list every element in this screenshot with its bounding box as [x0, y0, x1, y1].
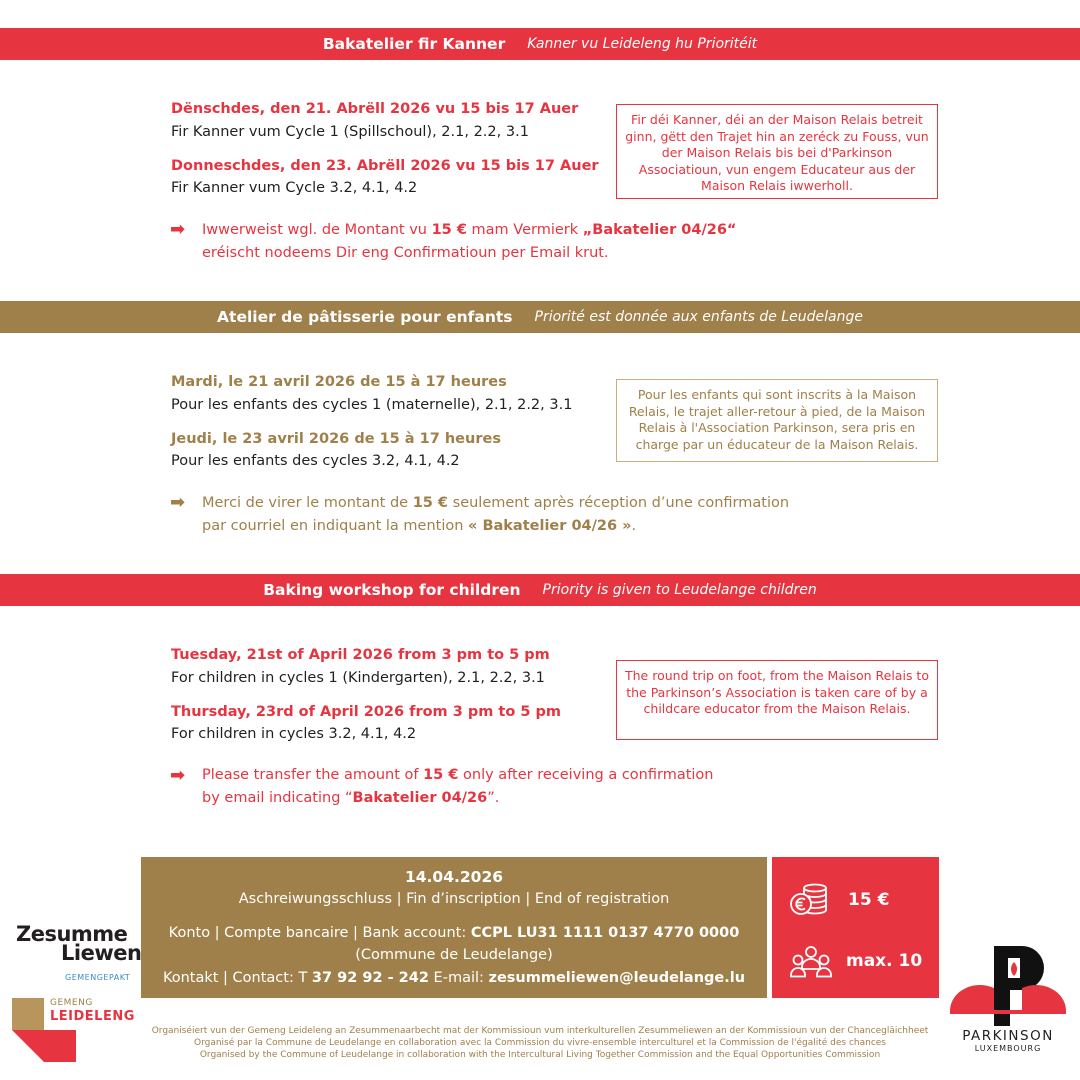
parkinson-luxembourg-logo: PARKINSON LUXEMBOURG	[946, 944, 1070, 1056]
date-first: Tuesday, 21st of April 2026 from 3 pm to 5 pm	[171, 647, 550, 663]
bank-account: Konto | Compte bancaire | Bank account: CCPL LU31 1111 0137 4770 0000	[168, 925, 740, 941]
gemeng-leideleng-logo: GEMENG LEIDELENG	[12, 998, 142, 1062]
payment-instructions: Please transfer the amount of 15 € only after receiving a confirmation by email indicating “Bakatelier 04/26”.	[202, 767, 714, 806]
capacity-value: max. 10	[846, 951, 923, 971]
account-holder: (Commune de Leudelange)	[355, 947, 553, 963]
arrow-right-icon: ➡	[170, 219, 186, 240]
cycles-first: Pour les enfants des cycles 1 (maternelle), 2.1, 2.2, 3.1	[171, 397, 573, 413]
cycles-first: Fir Kanner vum Cycle 1 (Spillschoul), 2.1, 2.2, 3.1	[171, 124, 529, 140]
date-second: Jeudi, le 23 avril 2026 de 15 à 17 heures	[171, 431, 501, 447]
price-row	[790, 882, 889, 918]
maison-relais-note: Fir déi Kanner, déi an der Maison Relais betreit ginn, gëtt den Trajet hin an zeréck zu Fouss, vun der Maison Relais bis bei d'Parkinson Associatioun, vun engem Educateur aus der Maison Relais iwwerholl.	[616, 104, 938, 199]
section-banner-lb	[0, 28, 1080, 60]
arrow-right-icon: ➡	[170, 492, 186, 513]
maison-relais-note: The round trip on foot, from the Maison Relais to the Parkinson’s Association is taken care of by a childcare educator from the Maison Relais.	[616, 660, 938, 740]
payment-instructions: Merci de virer le montant de 15 € seulement après réception d’une confirmation par courriel en indiquant la mention « Bakatelier 04/26 ».	[202, 495, 790, 534]
maison-relais-note: Pour les enfants qui sont inscrits à la Maison Relais, le trajet aller-retour à pied, de la Maison Relais à l'Association Parkinson, sera pris en charge par un éducateur de la Maison Relais.	[616, 379, 938, 462]
registration-info-box	[141, 857, 767, 998]
price-amount: 15 €	[848, 890, 890, 910]
group-icon	[790, 943, 832, 979]
section-subtitle: Priority is given to Leudelange children	[542, 582, 817, 598]
deadline-date: 14.04.2026	[404, 868, 504, 886]
section-title: Atelier de pâtisserie pour enfants	[217, 308, 513, 326]
section-subtitle: Priorité est donnée aux enfants de Leudelange	[534, 309, 863, 325]
date-second: Thursday, 23rd of April 2026 from 3 pm to 5 pm	[171, 704, 561, 720]
contact-line: Kontakt | Contact: T 37 92 92 - 242 E-mail: zesummeliewen@leudelange.lu	[162, 970, 746, 986]
organizer-credits: Organiséiert vun der Gemeng Leideleng an Zesummenaarbecht mat der Kommissioun vum interkulturellen Zesummeliewen an der Kommissioun vun der Chancegläichheet Organisé par la Commune de Leudelange en collaboration avec la Commission du vivre-ensemble interculturel et la Commission de l'égalité des chances Organised by the Commune of Leudelange in collaboration with the Intercultural Living Together Commission and the Equal Opportunities Commission	[151, 1026, 929, 1060]
cycles-second: For children in cycles 3.2, 4.1, 4.2	[171, 726, 417, 742]
section-title: Baking workshop for children	[263, 581, 521, 599]
section-subtitle: Kanner vu Leideleng hu Prioritéit	[527, 36, 758, 52]
arrow-right-icon: ➡	[170, 765, 186, 786]
cycles-first: For children in cycles 1 (Kindergarten), 2.1, 2.2, 3.1	[171, 670, 545, 686]
deadline-label: Aschreiwungsschluss | Fin d’inscription | End of registration	[238, 891, 670, 907]
payment-instructions: Iwwerweist wgl. de Montant vu 15 € mam Vermierk „Bakatelier 04/26“ eréischt nodeems Dir eng Confirmatioun per Email krut.	[202, 222, 737, 261]
capacity-row	[790, 943, 922, 979]
section-banner-en	[0, 574, 1080, 606]
cycles-second: Fir Kanner vum Cycle 3.2, 4.1, 4.2	[171, 180, 418, 196]
date-first: Dënschdes, den 21. Abrëll 2026 vu 15 bis 17 Auer	[171, 101, 579, 117]
section-banner-fr	[0, 301, 1080, 333]
date-second: Donneschdes, den 23. Abrëll 2026 vu 15 bis 17 Auer	[171, 158, 599, 174]
euro-coins-icon	[790, 882, 830, 918]
cycles-second: Pour les enfants des cycles 3.2, 4.1, 4.2	[171, 453, 460, 469]
price-box	[772, 857, 939, 998]
parkinson-emblem-icon	[946, 944, 1070, 1028]
email-link[interactable]: zesummeliewen@leudelange.lu	[488, 970, 746, 986]
date-first: Mardi, le 21 avril 2026 de 15 à 17 heures	[171, 374, 507, 390]
zesumme-liewen-logo: Zesumme Liewen GEMENGEPAKT	[16, 922, 142, 982]
section-title: Bakatelier fir Kanner	[322, 35, 506, 53]
